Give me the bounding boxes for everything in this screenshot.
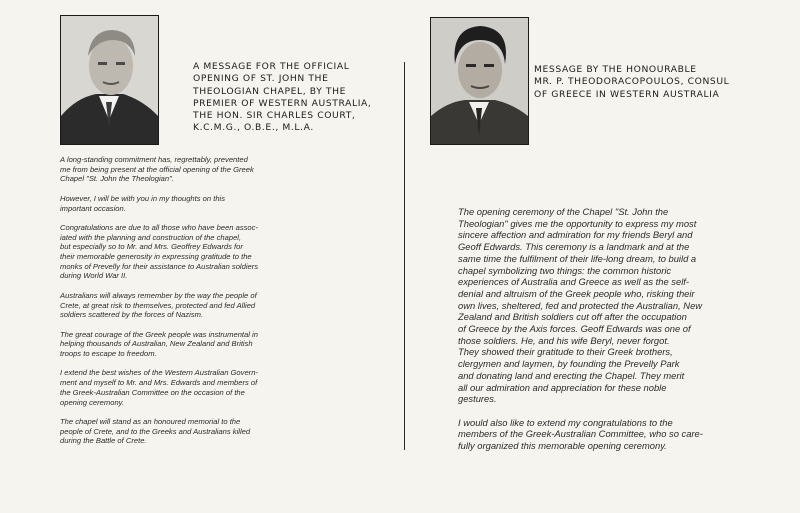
text-line: ment and myself to Mr. and Mrs. Edwards and members of [60,378,258,388]
text-line: clergymen and laymen, by founding the Prevelly Park [458,358,680,370]
heading-line: K.C.M.G., O.B.E., M.L.A. [193,122,314,134]
text-line: sincere affection and admiration for my friends Beryl and [458,229,693,241]
text-line: their memorable generosity in expressing gratitude to the [60,252,252,261]
text-line: Congratulations are due to all those who have been assoc- [60,222,258,232]
heading-line: THEOLOGIAN CHAPEL, BY THE [193,85,347,97]
paragraph [458,206,798,405]
heading-line: A MESSAGE FOR THE OFFICIAL [193,61,350,72]
text-line: during World War II. [60,271,128,281]
text-line: I would also like to extend my congratulations to the [458,416,673,428]
text-line: me from being present at the official opening of the Greek [60,164,254,174]
paragraph [60,155,400,184]
paragraph [60,291,400,320]
paragraph [60,368,400,407]
text-line: The great courage of the Greek people was instrumental in [60,329,258,339]
text-line: Theologian" gives me the opportunity to express my most [458,217,697,229]
text-line: and donating land and erecting the Chapel. They merit [458,369,685,381]
paragraph [60,194,400,213]
text-line: A long-standing commitment has, regrettably, prevented [60,155,248,164]
text-line: soldiers scattered by the forces of Nazism. [60,310,204,320]
text-line: The opening ceremony of the Chapel "St. John the [458,206,669,217]
text-line: Chapel "St. John the Theologian". [60,174,174,184]
text-line: opening ceremony. [60,397,125,407]
text-line: those soldiers. He, and his wife Beryl, never forgot. [458,334,670,346]
text-line: chapel symbolizing two things: the common historic [458,264,672,276]
text-line: people of Crete, and to the Greeks and Australians killed [60,426,251,436]
text-line: monks of Prevelly for their assistance to Australian soldiers [60,261,259,271]
heading-line: OPENING OF ST. JOHN THE [193,73,329,85]
text-line: They showed their gratitude to their Greek brothers, [458,346,673,358]
text-line: members of the Greek-Australian Committee, who so care- [458,428,703,440]
text-line: troops to escape to freedom. [60,349,157,358]
left-message-body [60,155,400,456]
text-line: important occasion. [60,203,126,213]
text-line: but especially so to Mr. and Mrs. Geoffrey Edwards for [60,242,243,252]
text-line: all our admiration and appreciation for these noble [458,381,667,393]
text-line: denial and altruism of the Greek people who, risking their [458,287,695,299]
heading-line: MR. P. THEODORACOPOULOS, CONSUL [534,76,730,88]
heading-line: THE HON. SIR CHARLES COURT, [193,110,356,122]
page-divider [404,62,405,450]
paragraph [60,417,400,446]
heading-line: OF GREECE IN WESTERN AUSTRALIA [534,88,720,100]
paragraph [60,223,400,281]
text-line: The chapel will stand as an honoured memorial to the [60,416,241,426]
portrait-photo-consul [430,17,529,145]
text-line: experiences of Australia and Greece as well as the self- [458,276,690,288]
text-line: fully organized this memorable opening ceremony. [458,440,667,452]
right-page [408,0,800,513]
text-line: iated with the planning and construction of the chapel, [60,232,242,242]
text-line: of Greece by the Axis forces. Geoff Edwards was one of [458,323,691,335]
text-line: helping thousands of Australian, New Zealand and British [60,339,253,349]
portrait-photo-premier [60,15,159,145]
right-heading [534,64,729,101]
text-line: same time the fulfilment of their life-long dream, to build a [458,252,697,264]
text-line: Crete, at great risk to themselves, protected and fed Allied [60,300,256,310]
text-line: Geoff Edwards. This ceremony is a landmark and at the [458,241,690,253]
right-message-body [458,206,798,463]
paragraph [60,330,400,359]
heading-line: MESSAGE BY THE HONOURABLE [534,64,697,75]
text-line: However, I will be with you in my thoughts on this [60,193,226,203]
text-line: Zealand and British soldiers cut off after the occupation [458,311,687,323]
paragraph [458,417,798,452]
text-line: own lives, sheltered, fed and protected the Australian, New [458,299,703,311]
left-heading [193,61,371,135]
text-line: Australians will always remember by the way the people of [60,290,257,300]
text-line: the Greek-Australian Committee on the occasion of the [60,387,245,397]
text-line: gestures. [458,393,497,405]
heading-line: PREMIER OF WESTERN AUSTRALIA, [193,97,372,109]
text-line: I extend the best wishes of the Western Australian Govern- [60,368,258,378]
text-line: during the Battle of Crete. [60,436,147,446]
